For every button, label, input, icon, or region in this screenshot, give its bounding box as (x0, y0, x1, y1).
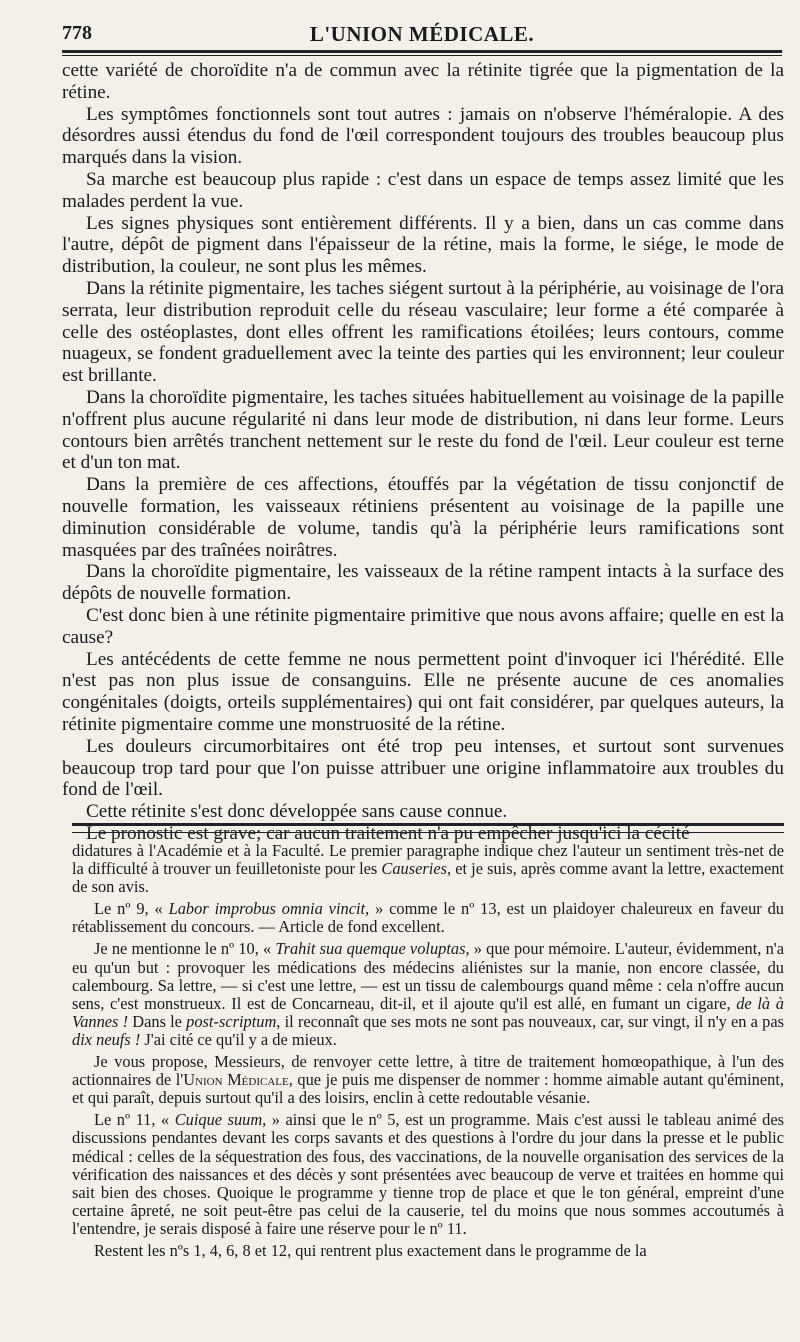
paragraph: Sa marche est beaucoup plus rapide : c'est dans un espace de temps assez limité que les malades perdent la vue. (62, 168, 784, 212)
paragraph: Dans la choroïdite pigmentaire, les taches situées habituellement au voisinage de la papille n'offrent plus aucune régularité ni dans leur mode de distribution, ni dans leur forme. Leurs contours bien arrêtés tranchent nettement sur le reste du fond de l'œil. Leur couleur est terne et d'un ton mat. (62, 386, 784, 474)
page-header (62, 18, 782, 48)
header-rule (62, 50, 782, 56)
feuilleton-section (72, 842, 784, 1322)
paragraph: Le pronostic est grave; car aucun traitement n'a pu empêcher jusqu'ici la cécité (86, 822, 690, 844)
paragraph: cette variété de choroïdite n'a de commun avec la rétinite tigrée que la pigmentation de la rétine. (62, 60, 784, 103)
paragraph: Dans la rétinite pigmentaire, les taches siégent surtout à la périphérie, au voisinage de l'ora serrata, leur distribution reproduit celle du réseau vasculaire; leur forme a été comparée à celle des ostéoplastes, dont elles offrent les ramifications étoilées; leurs contours, comme nuageux, se fondent graduellement avec la teinte des parties qui les environnent; leur couleur est brillante. (62, 277, 784, 387)
article-body (62, 60, 784, 844)
page-number: 778 (62, 22, 92, 44)
paragraph: Les antécédents de cette femme ne nous permettent point d'invoquer ici l'hérédité. Elle n'est pas non plus issue de consanguins. Elle ne présente aucune de ces anomalies congénitales (doigts, orteils supplémentaires) qui ont fait considérer, par quelques auteurs, la rétinite pigmentaire comme une monstruosité de la rétine. (62, 648, 784, 735)
feuilleton-paragraph: didatures à l'Académie et à la Faculté. Le premier paragraphe indique chez l'auteur un sentiment très-net de la difficulté à trouver un feuilletoniste pour les Causeries, et je suis, après comme avant la lettre, exactement de son avis. (72, 841, 784, 897)
feuilleton-separator (72, 823, 784, 833)
paragraph: C'est donc bien à une rétinite pigmentaire primitive que nous avons affaire; quelle en est la cause? (62, 604, 784, 648)
feuilleton-paragraph: Restent les nºs 1, 4, 6, 8 et 12, qui rentrent plus exactement dans le programme de la (94, 1240, 647, 1260)
feuilleton-paragraph: Le nº 9, « Labor improbus omnia vincit, » comme le nº 13, est un plaidoyer chaleureux en faveur du rétablissement du concours. — Article de fond excellent. (72, 899, 785, 937)
feuilleton-paragraph: Je vous propose, Messieurs, de renvoyer cette lettre, à titre de traitement homœopathique, à l'un des actionnaires de l'Union Médicale, que je puis me dispenser de nommer : homme aimable autant qu'éminent, et qui paraît, depuis surtout qu'il a des loisirs, enclin à cette redoutable vésanie. (72, 1052, 784, 1108)
paragraph: Les symptômes fonctionnels sont tout autres : jamais on n'observe l'héméralopie. A des désordres aussi étendus du fond de l'œil correspondent toujours des troubles beaucoup plus marqués dans la vision. (62, 103, 784, 169)
feuilleton-paragraph: Le nº 11, « Cuique suum, » ainsi que le nº 5, est un programme. Mais c'est aussi le tableau animé des discussions pendantes devant les corps savants et des questions à l'ordre du jour dans la presse et le public médical : celles de la séquestration des fous, des vaccinations, de la nouvelle organisation des services de la vérification des naissances et des décès y sont présentées avec beaucoup de verve et traitées en homme qui sait bien des choses. Quoique le programme y tienne trop de place et que le ton général, empreint d'une certaine âpreté, ne soit peut-être pas celui de la causerie, tel du moins que nous sommes accoutumés à l'entendre, je serais disposé à faire une réserve pour le nº 11. (72, 1110, 785, 1238)
paragraph: Les signes physiques sont entièrement différents. Il y a bien, dans un cas comme dans l'autre, dépôt de pigment dans l'épaisseur de la rétine, mais la forme, le siége, le mode de distribution, la couleur, ne sont plus les mêmes. (62, 212, 784, 278)
journal-title: L'UNION MÉDICALE. (309, 22, 535, 46)
paragraph: Les douleurs circumorbitaires ont été trop peu intenses, et surtout sont survenues beaucoup trop tard pour que l'on puisse attribuer une origine inflammatoire aux troubles du fond de l'œil. (62, 735, 784, 801)
feuilleton-paragraph: Je ne mentionne le nº 10, « Trahit sua quemque voluptas, » que pour mémoire. L'auteur, évidemment, n'a eu qu'un but : provoquer les médications des médecins aliénistes sur la manie, non encore classée, du calembourg. Sa lettre, — si c'est une lettre, — est un tissu de calembourgs quand même : cela n'offre aucun sens, c'est monstrueux. Il est de Concarneau, dit-il, et il ajoute qu'il est allé, en fumant un cigare, de là à Vannes ! Dans le post-scriptum, il reconnaît que ses mots ne sont pas nouveaux, car, sur vingt, il n'y en a pas dix neufs ! J'ai cité ce qu'il y a de mieux. (72, 939, 784, 1049)
paragraph: Dans la choroïdite pigmentaire, les vaisseaux de la rétine rampent intacts à la surface des dépôts de nouvelle formation. (62, 561, 784, 605)
paragraph: Dans la première de ces affections, étouffés par la végétation de tissu conjonctif de nouvelle formation, les vaisseaux rétiniens présentent au voisinage de la papille une diminution considérable de volume, tandis qu'à la périphérie leurs ramifications sont masquées par des traînées noirâtres. (62, 474, 784, 561)
paragraph: Cette rétinite s'est donc développée sans cause connue. (86, 801, 508, 823)
